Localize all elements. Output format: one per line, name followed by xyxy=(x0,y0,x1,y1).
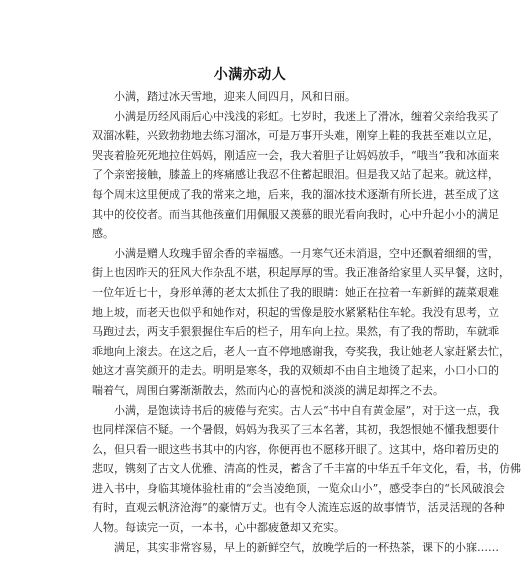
text-line: 也同样深信不疑。一个暑假，妈妈为我买了三本名著，其初，我怨恨她不懂我想要什 xyxy=(92,423,499,437)
text-line: 悲叹，镌刻了古文人优雅、清高的性灵，蓄含了千丰富的中华五千年文化，看，书，仿佛 xyxy=(92,462,521,476)
text-line: 了个亲密接触，膝盖上的疼痛感让我忍不住蓄起眼泪。但是我又站了起来。就这样， xyxy=(92,168,499,182)
text-line: 小满，是饱读诗书后的疲倦与充实。古人云“书中自有黄金屋”，对于这一点，我 xyxy=(114,403,500,417)
paragraph-3 xyxy=(92,244,510,401)
text-line: 每个周末这里便成了我的常来之地，后来，我的溜冰技术逐渐有所长进，甚至成了这 xyxy=(92,187,499,201)
text-line: 满足，其实非常容易，早上的新鲜空气，放晚学后的一杯热茶，课下的小寐…… xyxy=(114,540,499,554)
paragraph-2 xyxy=(92,107,500,244)
text-line: 地上坡，而老天也似乎和她作对，积起的雪像是胶水紧紧粘住车轮。我没有思考，立 xyxy=(92,305,499,319)
text-line: 么，但只看一眼这些书其中的内容，你便再也不愿移开眼了。这其中，烙印着历史的 xyxy=(92,442,499,456)
text-line: 小满是历经风雨后心中浅浅的彩虹。七岁时，我迷上了滑冰，缠着父亲给我买了 xyxy=(114,109,499,123)
text-line: 其中的佼佼者。而当其他孩童们用佩服又羡慕的眼光看向我时，心中升起小小的满足 xyxy=(92,207,499,221)
text-line: 一位年近七十，身形单薄的老太太抓住了我的眼睛：她正在拉着一车新鲜的蔬菜艰难 xyxy=(92,285,499,299)
text-line: 人物。每读完一页，一本书，心中都疲惫却又充实。 xyxy=(92,521,345,535)
text-line: 有时，直观云帆济沧海”的豪情万丈。也有令人流连忘返的故事情节，活灵活现的各种 xyxy=(92,501,505,515)
text-line: 感。 xyxy=(92,227,114,241)
paragraph-1 xyxy=(92,87,432,107)
text-line: 马跑过去，两支手狠狠握住车后的栏子，用车向上拉。果然，有了我的帮助，车就乖 xyxy=(92,325,499,339)
text-line: 街上也因昨天的狂风大作杂乱不堪，积起厚厚的雪。我正准备给家里人买早餐，这时， xyxy=(92,266,510,280)
text-line: 进入书中，身临其境体验杜甫的“会当凌绝顶，一览众山小”，感受李白的“长风破浪会 xyxy=(92,481,505,495)
text-line: 双溜冰鞋，兴致勃勃地去练习溜冰，可是万事开头难，刚穿上鞋的我甚至难以立足， xyxy=(92,129,499,143)
text-line: 她这才喜笑颜开的走去。明明是寒冬，我的双颊却不由自主地烫了起来，小口小口的 xyxy=(92,364,499,378)
text-line: 小满是赠人玫瑰手留余香的幸福感。一月寒气还未消退，空中还飘着细细的雪， xyxy=(114,246,499,260)
document-body xyxy=(92,87,521,557)
document-title: 小满亦动人 xyxy=(213,67,287,83)
text-line: 乖地向上滚去。在这之后，老人一直不停地感谢我，夸奖我，我让她老人家赶紧去忙， xyxy=(92,344,510,358)
text-line: 哭丧着脸死死地拉住妈妈，刚适应一会，我大着胆子让妈妈放手，“哦当”我和冰面来 xyxy=(92,148,500,162)
paragraph-4 xyxy=(92,401,521,538)
text-line: 小满，踏过冰天雪地，迎来人间四月，风和日丽。 xyxy=(114,90,356,103)
text-line: 喘着气，周围白雾渐渐散去，然而内心的喜悦和淡淡的满足却挥之不去。 xyxy=(92,383,444,397)
paragraph-5 xyxy=(92,538,499,558)
